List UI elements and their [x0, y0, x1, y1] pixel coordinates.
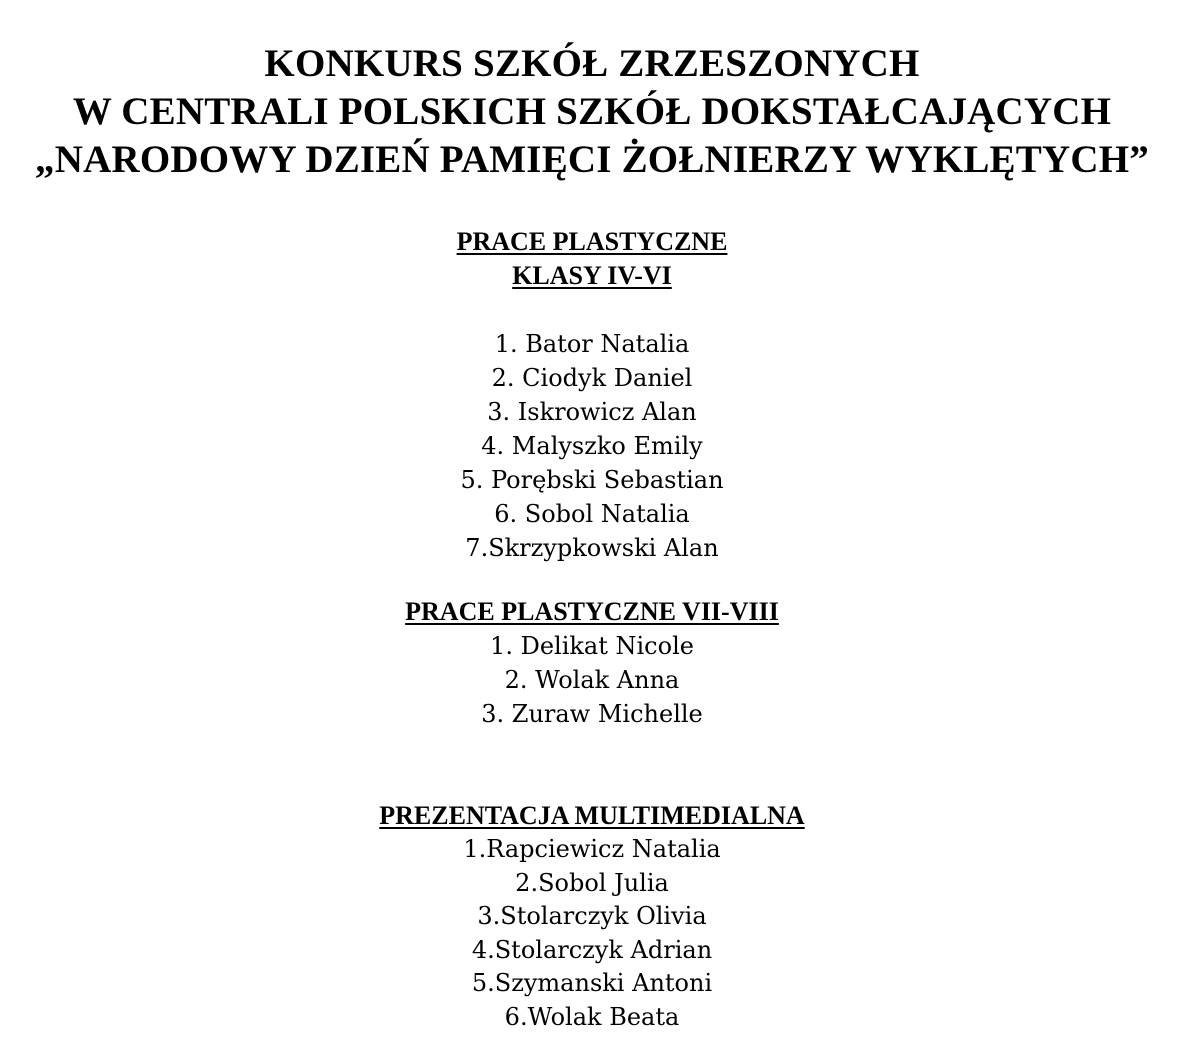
section-prace-plastyczne-vii-viii — [0, 595, 1184, 731]
title-line-1: KONKURS SZKÓŁ ZRZESZONYCH — [264, 42, 920, 85]
list-item: 5. Porębski Sebastian — [460, 466, 724, 494]
list-item: 2.Sobol Julia — [515, 868, 669, 897]
title-line-3: „NARODOWY DZIEŃ PAMIĘCI ŻOŁNIERZY WYKLĘTYCH” — [35, 138, 1149, 181]
entry-list — [0, 833, 1184, 1035]
list-item: 4. Malyszko Emily — [481, 432, 703, 460]
list-item: 2. Wolak Anna — [504, 666, 680, 694]
section-heading: PREZENTACJA MULTIMEDIALNA — [379, 801, 805, 830]
list-item: 2. Ciodyk Daniel — [491, 364, 693, 392]
document-title — [0, 40, 1184, 184]
list-item: 1. Delikat Nicole — [490, 632, 694, 660]
section-heading: PRACE PLASTYCZNE VII-VIII — [405, 597, 779, 626]
entry-list — [0, 629, 1184, 731]
section-prace-plastyczne-iv-vi — [0, 225, 1184, 565]
section-heading-line-1: PRACE PLASTYCZNE — [456, 227, 728, 256]
list-item: 3. Zuraw Michelle — [481, 700, 703, 728]
list-item: 6.Wolak Beata — [504, 1002, 680, 1031]
section-heading-line-2: KLASY IV-VI — [512, 261, 672, 290]
list-item: 1.Rapciewicz Natalia — [463, 835, 721, 863]
list-item: 5.Szymanski Antoni — [471, 969, 713, 998]
section-prezentacja-multimedialna — [0, 799, 1184, 1035]
list-item: 6. Sobol Natalia — [494, 500, 690, 528]
list-item: 1. Bator Natalia — [494, 330, 690, 358]
list-item: 3.Stolarczyk Olivia — [477, 902, 707, 931]
list-item: 4.Stolarczyk Adrian — [471, 935, 713, 964]
title-line-2: W CENTRALI POLSKICH SZKÓŁ DOKSTAŁCAJĄCYCH — [72, 90, 1112, 133]
list-item: 7.Skrzypkowski Alan — [465, 534, 719, 562]
list-item: 3. Iskrowicz Alan — [487, 398, 697, 426]
entry-list — [0, 327, 1184, 565]
